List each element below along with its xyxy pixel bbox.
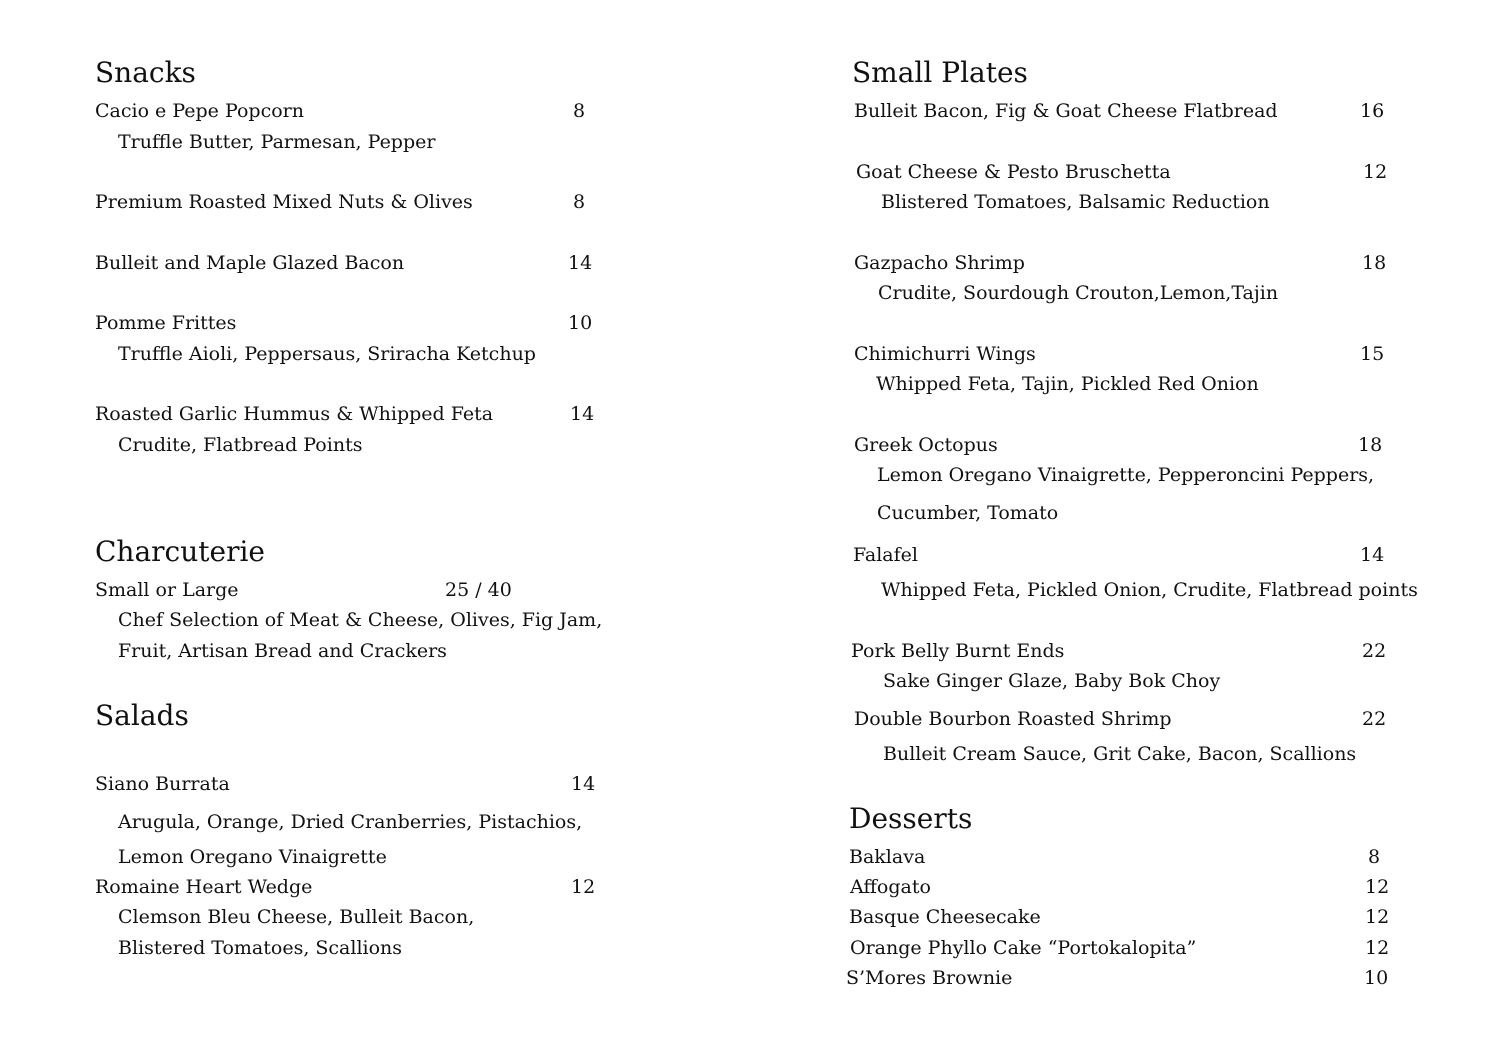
menu-item-price: 14 bbox=[570, 403, 595, 425]
menu-item-name: Pomme Frittes bbox=[95, 312, 237, 334]
section-heading-desserts: Desserts bbox=[849, 802, 973, 835]
menu-item-price: 25 / 40 bbox=[445, 579, 512, 601]
menu-item-description: Bulleit Cream Sauce, Grit Cake, Bacon, Scallions bbox=[883, 743, 1357, 765]
menu-item-description: Clemson Bleu Cheese, Bulleit Bacon, bbox=[118, 906, 475, 928]
menu-item-price: 22 bbox=[1362, 708, 1387, 730]
menu-item-name: Chimichurri Wings bbox=[854, 343, 1036, 365]
menu-item-name: Premium Roasted Mixed Nuts & Olives bbox=[95, 191, 473, 213]
menu-item-description: Fruit, Artisan Bread and Crackers bbox=[118, 640, 447, 662]
menu-item-description: Truffle Butter, Parmesan, Pepper bbox=[118, 131, 436, 153]
menu-item-description: Arugula, Orange, Dried Cranberries, Pistachios, bbox=[118, 811, 583, 833]
menu-item-name: Romaine Heart Wedge bbox=[95, 876, 313, 898]
menu-item-name: Goat Cheese & Pesto Bruschetta bbox=[856, 161, 1171, 183]
menu-item-price: 8 bbox=[573, 100, 586, 122]
menu-item-description: Truffle Aioli, Peppersaus, Sriracha Ketchup bbox=[118, 343, 536, 365]
menu-item-description: Sake Ginger Glaze, Baby Bok Choy bbox=[883, 670, 1221, 692]
menu-item-name: Pork Belly Burnt Ends bbox=[851, 640, 1065, 662]
menu-item-description: Cucumber, Tomato bbox=[877, 502, 1059, 524]
menu-item-name: Roasted Garlic Hummus & Whipped Feta bbox=[95, 403, 494, 425]
menu-item-description: Whipped Feta, Tajin, Pickled Red Onion bbox=[876, 373, 1259, 395]
menu-item-name: Small or Large bbox=[95, 579, 239, 601]
menu-item-name: Bulleit and Maple Glazed Bacon bbox=[95, 252, 405, 274]
menu-item-name: Siano Burrata bbox=[95, 773, 230, 795]
menu-item-price: 14 bbox=[1360, 544, 1385, 566]
menu-item-price: 15 bbox=[1360, 343, 1385, 365]
menu-item-price: 18 bbox=[1358, 434, 1383, 456]
menu-item-name: Cacio e Pepe Popcorn bbox=[95, 100, 304, 122]
menu-item-price: 12 bbox=[1365, 937, 1390, 959]
section-heading-snacks: Snacks bbox=[95, 56, 196, 89]
menu-item-price: 16 bbox=[1360, 100, 1385, 122]
menu-item-price: 12 bbox=[1363, 161, 1388, 183]
menu-item-price: 14 bbox=[568, 252, 593, 274]
menu-item-description: Crudite, Sourdough Crouton,Lemon,Tajin bbox=[878, 282, 1279, 304]
menu-item-price: 18 bbox=[1362, 252, 1387, 274]
section-heading-small-plates: Small Plates bbox=[852, 56, 1028, 89]
menu-item-description: Blistered Tomatoes, Balsamic Reduction bbox=[881, 191, 1270, 213]
menu-item-name: Baklava bbox=[849, 846, 926, 868]
section-heading-charcuterie: Charcuterie bbox=[95, 535, 265, 568]
section-heading-salads: Salads bbox=[95, 699, 189, 732]
menu-item-name: Falafel bbox=[853, 544, 918, 566]
menu-item-price: 10 bbox=[1364, 967, 1389, 989]
menu-item-price: 12 bbox=[571, 876, 596, 898]
menu-item-price: 22 bbox=[1362, 640, 1387, 662]
menu-item-name: Greek Octopus bbox=[854, 434, 998, 456]
menu-item-price: 12 bbox=[1365, 906, 1390, 928]
menu-item-description: Lemon Oregano Vinaigrette, Pepperoncini Peppers, bbox=[877, 464, 1375, 486]
menu-item-name: Orange Phyllo Cake “Portokalopita” bbox=[850, 937, 1197, 959]
menu-item-name: Double Bourbon Roasted Shrimp bbox=[854, 708, 1172, 730]
menu-item-name: S’Mores Brownie bbox=[846, 967, 1013, 989]
menu-item-name: Gazpacho Shrimp bbox=[854, 252, 1025, 274]
menu-item-price: 8 bbox=[1368, 846, 1381, 868]
menu-item-price: 12 bbox=[1365, 876, 1390, 898]
menu-item-description: Chef Selection of Meat & Cheese, Olives, Fig Jam, bbox=[118, 609, 603, 631]
menu-item-name: Basque Cheesecake bbox=[849, 906, 1041, 928]
menu-item-description: Whipped Feta, Pickled Onion, Crudite, Flatbread points bbox=[881, 579, 1418, 601]
menu-item-price: 8 bbox=[573, 191, 586, 213]
menu-item-description: Blistered Tomatoes, Scallions bbox=[118, 937, 403, 959]
menu-item-price: 10 bbox=[568, 312, 593, 334]
menu-item-name: Affogato bbox=[850, 876, 931, 898]
menu-item-price: 14 bbox=[571, 773, 596, 795]
menu-item-name: Bulleit Bacon, Fig & Goat Cheese Flatbread bbox=[854, 100, 1278, 122]
menu-item-description: Crudite, Flatbread Points bbox=[118, 434, 363, 456]
menu-item-description: Lemon Oregano Vinaigrette bbox=[118, 846, 387, 868]
